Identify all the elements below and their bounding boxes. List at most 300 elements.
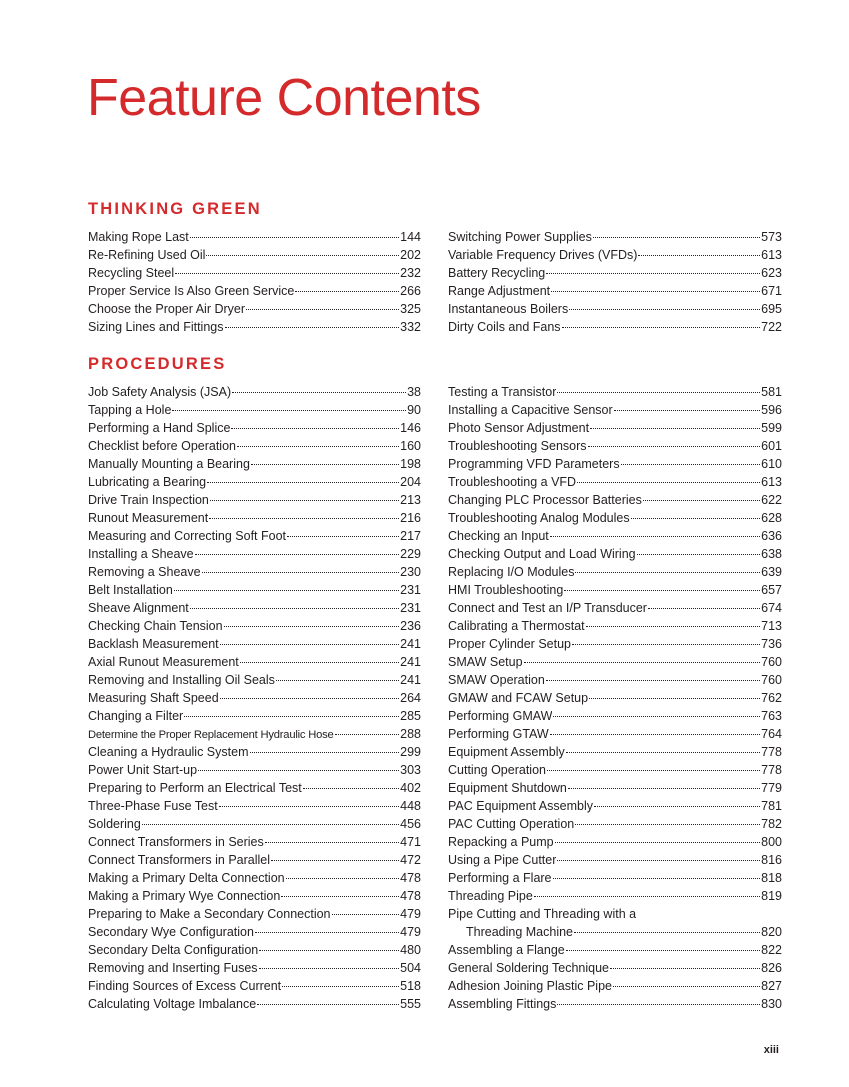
entry-title: Instantaneous Boilers: [448, 302, 569, 316]
toc-entry[interactable]: [448, 491, 782, 509]
entry-page-number: 820: [761, 925, 782, 939]
toc-entry[interactable]: [448, 887, 782, 905]
toc-entry[interactable]: [448, 419, 782, 437]
dot-leader: [551, 291, 760, 292]
dot-leader: [546, 680, 760, 681]
entry-page-number: 236: [400, 619, 421, 633]
entry-title: Making a Primary Wye Connection: [88, 889, 281, 903]
entry-title: SMAW Setup: [448, 655, 523, 669]
toc-entry[interactable]: [448, 779, 782, 797]
toc-entry[interactable]: [448, 617, 782, 635]
dot-leader: [206, 255, 399, 256]
entry-title: Recycling Steel: [88, 266, 175, 280]
entry-title: Axial Runout Measurement: [88, 655, 239, 669]
entry-title: Three-Phase Fuse Test: [88, 799, 218, 813]
toc-entry[interactable]: [448, 743, 782, 761]
entry-title: Runout Measurement: [88, 511, 209, 525]
entry-page-number: 230: [400, 565, 421, 579]
toc-entry[interactable]: [448, 995, 782, 1013]
toc-entry[interactable]: [448, 707, 782, 725]
entry-title: HMI Troubleshooting: [448, 583, 564, 597]
dot-leader: [265, 842, 399, 843]
dot-leader: [562, 327, 761, 328]
entry-title: Pipe Cutting and Threading with a: [448, 907, 637, 921]
dot-leader: [638, 255, 760, 256]
toc-entry[interactable]: [88, 689, 421, 707]
entry-page-number: 657: [761, 583, 782, 597]
entry-title: Battery Recycling: [448, 266, 546, 280]
dot-leader: [287, 536, 399, 537]
toc-entry[interactable]: [88, 473, 421, 491]
toc-entry[interactable]: [88, 941, 421, 959]
entry-page-number: 285: [400, 709, 421, 723]
entry-page-number: 232: [400, 266, 421, 280]
entry-page-number: 674: [761, 601, 782, 615]
dot-leader: [335, 734, 400, 735]
entry-page-number: 822: [761, 943, 782, 957]
toc-entry[interactable]: [88, 437, 421, 455]
entry-page-number: 204: [400, 475, 421, 489]
entry-title: Cleaning a Hydraulic System: [88, 745, 249, 759]
entry-page-number: 596: [761, 403, 782, 417]
entry-page-number: 90: [407, 403, 421, 417]
dot-leader: [575, 824, 760, 825]
entry-page-number: 555: [400, 997, 421, 1011]
entry-title: Belt Installation: [88, 583, 173, 597]
toc-entry[interactable]: [448, 401, 782, 419]
dot-leader: [195, 554, 400, 555]
entry-page-number: 760: [761, 673, 782, 687]
entry-page-number: 229: [400, 547, 421, 561]
toc-entry[interactable]: [88, 419, 421, 437]
entry-page-number: 695: [761, 302, 782, 316]
entry-page-number: 610: [761, 457, 782, 471]
toc-entry-continuation[interactable]: [448, 923, 782, 941]
toc-entry[interactable]: [448, 437, 782, 455]
toc-entry[interactable]: [448, 527, 782, 545]
toc-entry[interactable]: [88, 228, 421, 246]
toc-entry[interactable]: [448, 689, 782, 707]
dot-leader: [286, 878, 400, 879]
toc-entry[interactable]: [448, 851, 782, 869]
entry-page-number: 622: [761, 493, 782, 507]
section-heading-thinking-green: THINKING GREEN: [88, 200, 262, 218]
toc-entry[interactable]: [448, 455, 782, 473]
dot-leader: [295, 291, 399, 292]
dot-leader: [586, 626, 761, 627]
dot-leader: [593, 237, 760, 238]
entry-page-number: 264: [400, 691, 421, 705]
dot-leader: [282, 986, 399, 987]
toc-entry[interactable]: [448, 318, 782, 336]
toc-entry[interactable]: [448, 563, 782, 581]
entry-page-number: 472: [400, 853, 421, 867]
entry-title: Switching Power Supplies: [448, 230, 592, 244]
toc-entry[interactable]: [448, 761, 782, 779]
procedures-right-column: [448, 383, 782, 1013]
dot-leader: [220, 698, 400, 699]
entry-page-number: 478: [400, 871, 421, 885]
entry-title: Calculating Voltage Imbalance: [88, 997, 257, 1011]
dot-leader: [250, 752, 400, 753]
toc-entry[interactable]: [88, 545, 421, 563]
toc-entry[interactable]: [88, 581, 421, 599]
toc-entry[interactable]: [88, 851, 421, 869]
toc-entry[interactable]: [88, 761, 421, 779]
toc-entry[interactable]: [448, 599, 782, 617]
dot-leader: [231, 428, 399, 429]
toc-entry[interactable]: [448, 545, 782, 563]
entry-title: Preparing to Perform an Electrical Test: [88, 781, 302, 795]
dot-leader: [553, 878, 761, 879]
entry-page-number: 623: [761, 266, 782, 280]
entry-title: Troubleshooting Analog Modules: [448, 511, 630, 525]
dot-leader: [232, 392, 406, 393]
page-title: Feature Contents: [87, 69, 481, 127]
entry-page-number: 217: [400, 529, 421, 543]
toc-entry[interactable]: [88, 671, 421, 689]
toc-entry[interactable]: [88, 383, 421, 401]
entry-title: Power Unit Start-up: [88, 763, 198, 777]
dot-leader: [577, 482, 760, 483]
entry-page-number: 781: [761, 799, 782, 813]
entry-title: Sizing Lines and Fittings: [88, 320, 224, 334]
entry-page-number: 480: [400, 943, 421, 957]
toc-entry[interactable]: [448, 635, 782, 653]
entry-page-number: 402: [400, 781, 421, 795]
dot-leader: [614, 410, 760, 411]
dot-leader: [557, 392, 760, 393]
entry-page-number: 779: [761, 781, 782, 795]
entry-page-number: 299: [400, 745, 421, 759]
toc-entry[interactable]: [448, 941, 782, 959]
dot-leader: [220, 644, 400, 645]
toc-entry[interactable]: [448, 869, 782, 887]
dot-leader: [237, 446, 399, 447]
entry-title: Measuring Shaft Speed: [88, 691, 219, 705]
toc-entry[interactable]: [448, 473, 782, 491]
toc-entry[interactable]: [448, 905, 782, 923]
toc-entry[interactable]: [88, 905, 421, 923]
entry-title: PAC Equipment Assembly: [448, 799, 593, 813]
entry-page-number: 241: [400, 673, 421, 687]
entry-page-number: 581: [761, 385, 782, 399]
entry-page-number: 800: [761, 835, 782, 849]
dot-leader: [190, 608, 399, 609]
toc-entry[interactable]: [448, 228, 782, 246]
dot-leader: [610, 968, 760, 969]
entry-title: Removing and Installing Oil Seals: [88, 673, 275, 687]
toc-entry[interactable]: [88, 743, 421, 761]
dot-leader: [209, 518, 399, 519]
entry-title: Cutting Operation: [448, 763, 546, 777]
entry-page-number: 518: [400, 979, 421, 993]
toc-entry[interactable]: [448, 815, 782, 833]
entry-title: GMAW and FCAW Setup: [448, 691, 589, 705]
entry-page-number: 818: [761, 871, 782, 885]
entry-page-number: 830: [761, 997, 782, 1011]
procedures-left-column: [88, 383, 421, 1013]
entry-title: Assembling Fittings: [448, 997, 557, 1011]
entry-title: Tapping a Hole: [88, 403, 172, 417]
dot-leader: [259, 950, 399, 951]
dot-leader: [224, 626, 400, 627]
toc-entry[interactable]: [448, 797, 782, 815]
toc-entry[interactable]: [88, 779, 421, 797]
dot-leader: [564, 590, 760, 591]
toc-entry[interactable]: [88, 455, 421, 473]
dot-leader: [281, 896, 399, 897]
toc-entry[interactable]: [88, 707, 421, 725]
toc-entry[interactable]: [88, 318, 421, 336]
toc-entry[interactable]: [448, 246, 782, 264]
dot-leader: [590, 428, 760, 429]
toc-entry[interactable]: [88, 815, 421, 833]
page-number: xiii: [763, 1044, 779, 1056]
entry-title: General Soldering Technique: [448, 961, 609, 975]
entry-title: Removing and Inserting Fuses: [88, 961, 258, 975]
toc-entry[interactable]: [88, 653, 421, 671]
dot-leader: [276, 680, 399, 681]
entry-title: Checklist before Operation: [88, 439, 236, 453]
entry-title: Secondary Wye Configuration: [88, 925, 254, 939]
dot-leader: [572, 644, 760, 645]
entry-title: Programming VFD Parameters: [448, 457, 620, 471]
toc-entry[interactable]: [448, 977, 782, 995]
entry-title: Equipment Shutdown: [448, 781, 567, 795]
dot-leader: [303, 788, 399, 789]
entry-title: Replacing I/O Modules: [448, 565, 575, 579]
dot-leader: [172, 410, 406, 411]
entry-page-number: 826: [761, 961, 782, 975]
entry-title: Job Safety Analysis (JSA): [88, 385, 232, 399]
toc-entry[interactable]: [88, 635, 421, 653]
toc-entry[interactable]: [448, 833, 782, 851]
entry-title: Changing a Filter: [88, 709, 184, 723]
entry-title: Removing a Sheave: [88, 565, 201, 579]
entry-title: Changing PLC Processor Batteries: [448, 493, 642, 507]
entry-page-number: 241: [400, 637, 421, 651]
dot-leader: [174, 590, 399, 591]
thinking-green-right-column: [448, 228, 782, 336]
entry-title: Proper Cylinder Setup: [448, 637, 571, 651]
dot-leader: [202, 572, 400, 573]
entry-page-number: 479: [400, 907, 421, 921]
entry-title: Adhesion Joining Plastic Pipe: [448, 979, 612, 993]
entry-title: Range Adjustment: [448, 284, 551, 298]
dot-leader: [621, 464, 761, 465]
toc-entry[interactable]: [88, 959, 421, 977]
thinking-green-left-column: [88, 228, 421, 336]
toc-entry[interactable]: [448, 671, 782, 689]
entry-page-number: 325: [400, 302, 421, 316]
toc-entry[interactable]: [88, 246, 421, 264]
entry-page-number: 613: [761, 475, 782, 489]
entry-page-number: 144: [400, 230, 421, 244]
dot-leader: [637, 554, 761, 555]
entry-page-number: 471: [400, 835, 421, 849]
dot-leader: [566, 950, 760, 951]
entry-page-number: 782: [761, 817, 782, 831]
entry-page-number: 478: [400, 889, 421, 903]
entry-page-number: 448: [400, 799, 421, 813]
toc-entry[interactable]: [88, 995, 421, 1013]
entry-page-number: 736: [761, 637, 782, 651]
entry-page-number: 241: [400, 655, 421, 669]
dot-leader: [259, 968, 400, 969]
entry-title: Assembling a Flange: [448, 943, 565, 957]
dot-leader: [175, 273, 399, 274]
dot-leader: [246, 309, 399, 310]
entry-page-number: 819: [761, 889, 782, 903]
dot-leader: [225, 327, 400, 328]
toc-entry[interactable]: [448, 509, 782, 527]
entry-page-number: 639: [761, 565, 782, 579]
entry-title: Making Rope Last: [88, 230, 189, 244]
dot-leader: [575, 572, 760, 573]
toc-entry[interactable]: [88, 282, 421, 300]
dot-leader: [555, 842, 761, 843]
entry-title: Variable Frequency Drives (VFDs): [448, 248, 638, 262]
entry-page-number: 231: [400, 601, 421, 615]
entry-page-number: 202: [400, 248, 421, 262]
dot-leader: [190, 237, 399, 238]
dot-leader: [553, 716, 760, 717]
entry-title: Performing GTAW: [448, 727, 549, 741]
toc-entry[interactable]: [88, 401, 421, 419]
entry-title: Installing a Sheave: [88, 547, 194, 561]
dot-leader: [550, 536, 760, 537]
toc-entry[interactable]: [88, 264, 421, 282]
dot-leader: [613, 986, 760, 987]
entry-page-number: 764: [761, 727, 782, 741]
dot-leader: [184, 716, 399, 717]
toc-entry[interactable]: [88, 833, 421, 851]
entry-title: Drive Train Inspection: [88, 493, 209, 507]
entry-title: Connect and Test an I/P Transducer: [448, 601, 647, 615]
dot-leader: [643, 500, 760, 501]
entry-title: Proper Service Is Also Green Service: [88, 284, 295, 298]
entry-title: Checking Output and Load Wiring: [448, 547, 636, 561]
entry-page-number: 479: [400, 925, 421, 939]
entry-title: Manually Mounting a Bearing: [88, 457, 250, 471]
entry-title: SMAW Operation: [448, 673, 545, 687]
dot-leader: [534, 896, 760, 897]
toc-entry[interactable]: [88, 869, 421, 887]
entry-title: Photo Sensor Adjustment: [448, 421, 590, 435]
entry-page-number: 216: [400, 511, 421, 525]
toc-entry[interactable]: [88, 563, 421, 581]
dot-leader: [550, 734, 760, 735]
entry-title: Connect Transformers in Series: [88, 835, 264, 849]
toc-entry[interactable]: [448, 653, 782, 671]
entry-page-number: 38: [407, 385, 421, 399]
toc-entry[interactable]: [88, 797, 421, 815]
dot-leader: [588, 446, 761, 447]
toc-entry[interactable]: [88, 527, 421, 545]
dot-leader: [332, 914, 400, 915]
toc-entry[interactable]: [88, 300, 421, 318]
entry-title: Soldering: [88, 817, 141, 831]
entry-page-number: 573: [761, 230, 782, 244]
toc-entry[interactable]: [448, 264, 782, 282]
entry-page-number: 160: [400, 439, 421, 453]
toc-entry[interactable]: [88, 617, 421, 635]
entry-title: Troubleshooting a VFD: [448, 475, 577, 489]
toc-entry[interactable]: [448, 959, 782, 977]
dot-leader: [546, 273, 760, 274]
entry-page-number: 827: [761, 979, 782, 993]
entry-page-number: 713: [761, 619, 782, 633]
toc-entry[interactable]: [88, 923, 421, 941]
entry-page-number: 778: [761, 763, 782, 777]
entry-page-number: 671: [761, 284, 782, 298]
entry-page-number: 636: [761, 529, 782, 543]
toc-entry[interactable]: [448, 383, 782, 401]
toc-entry[interactable]: [88, 977, 421, 995]
toc-entry[interactable]: [448, 581, 782, 599]
toc-entry[interactable]: [88, 491, 421, 509]
entry-title: PAC Cutting Operation: [448, 817, 575, 831]
entry-title: Installing a Capacitive Sensor: [448, 403, 613, 417]
dot-leader: [547, 770, 760, 771]
dot-leader: [257, 1004, 399, 1005]
entry-page-number: 266: [400, 284, 421, 298]
entry-title: Testing a Transistor: [448, 385, 557, 399]
entry-title: Backlash Measurement: [88, 637, 219, 651]
entry-title: Checking an Input: [448, 529, 549, 543]
entry-title: Making a Primary Delta Connection: [88, 871, 285, 885]
entry-title: Equipment Assembly: [448, 745, 565, 759]
entry-title: Repacking a Pump: [448, 835, 554, 849]
entry-page-number: 763: [761, 709, 782, 723]
dot-leader: [557, 860, 760, 861]
dot-leader: [210, 500, 399, 501]
entry-title: Lubricating a Bearing: [88, 475, 207, 489]
entry-title: Performing a Flare: [448, 871, 552, 885]
dot-leader: [568, 788, 760, 789]
dot-leader: [557, 1004, 760, 1005]
dot-leader: [198, 770, 399, 771]
entry-page-number: 303: [400, 763, 421, 777]
dot-leader: [574, 932, 760, 933]
entry-title: Sheave Alignment: [88, 601, 189, 615]
toc-entry[interactable]: [448, 300, 782, 318]
toc-entry[interactable]: [88, 599, 421, 617]
entry-page-number: 231: [400, 583, 421, 597]
dot-leader: [271, 860, 399, 861]
entry-page-number: 628: [761, 511, 782, 525]
section-heading-procedures: PROCEDURES: [88, 355, 227, 373]
entry-title: Determine the Proper Replacement Hydraulic Hose: [88, 729, 334, 741]
entry-title: Re-Refining Used Oil: [88, 248, 206, 262]
dot-leader: [594, 806, 760, 807]
entry-page-number: 504: [400, 961, 421, 975]
entry-title: Performing a Hand Splice: [88, 421, 231, 435]
entry-title: Checking Chain Tension: [88, 619, 223, 633]
toc-entry[interactable]: [448, 282, 782, 300]
entry-title: Dirty Coils and Fans: [448, 320, 561, 334]
entry-title: Choose the Proper Air Dryer: [88, 302, 246, 316]
entry-page-number: 213: [400, 493, 421, 507]
toc-entry[interactable]: [88, 725, 421, 743]
dot-leader: [255, 932, 399, 933]
toc-entry[interactable]: [448, 725, 782, 743]
toc-entry[interactable]: [88, 887, 421, 905]
entry-page-number: 722: [761, 320, 782, 334]
toc-entry[interactable]: [88, 509, 421, 527]
dot-leader: [566, 752, 760, 753]
